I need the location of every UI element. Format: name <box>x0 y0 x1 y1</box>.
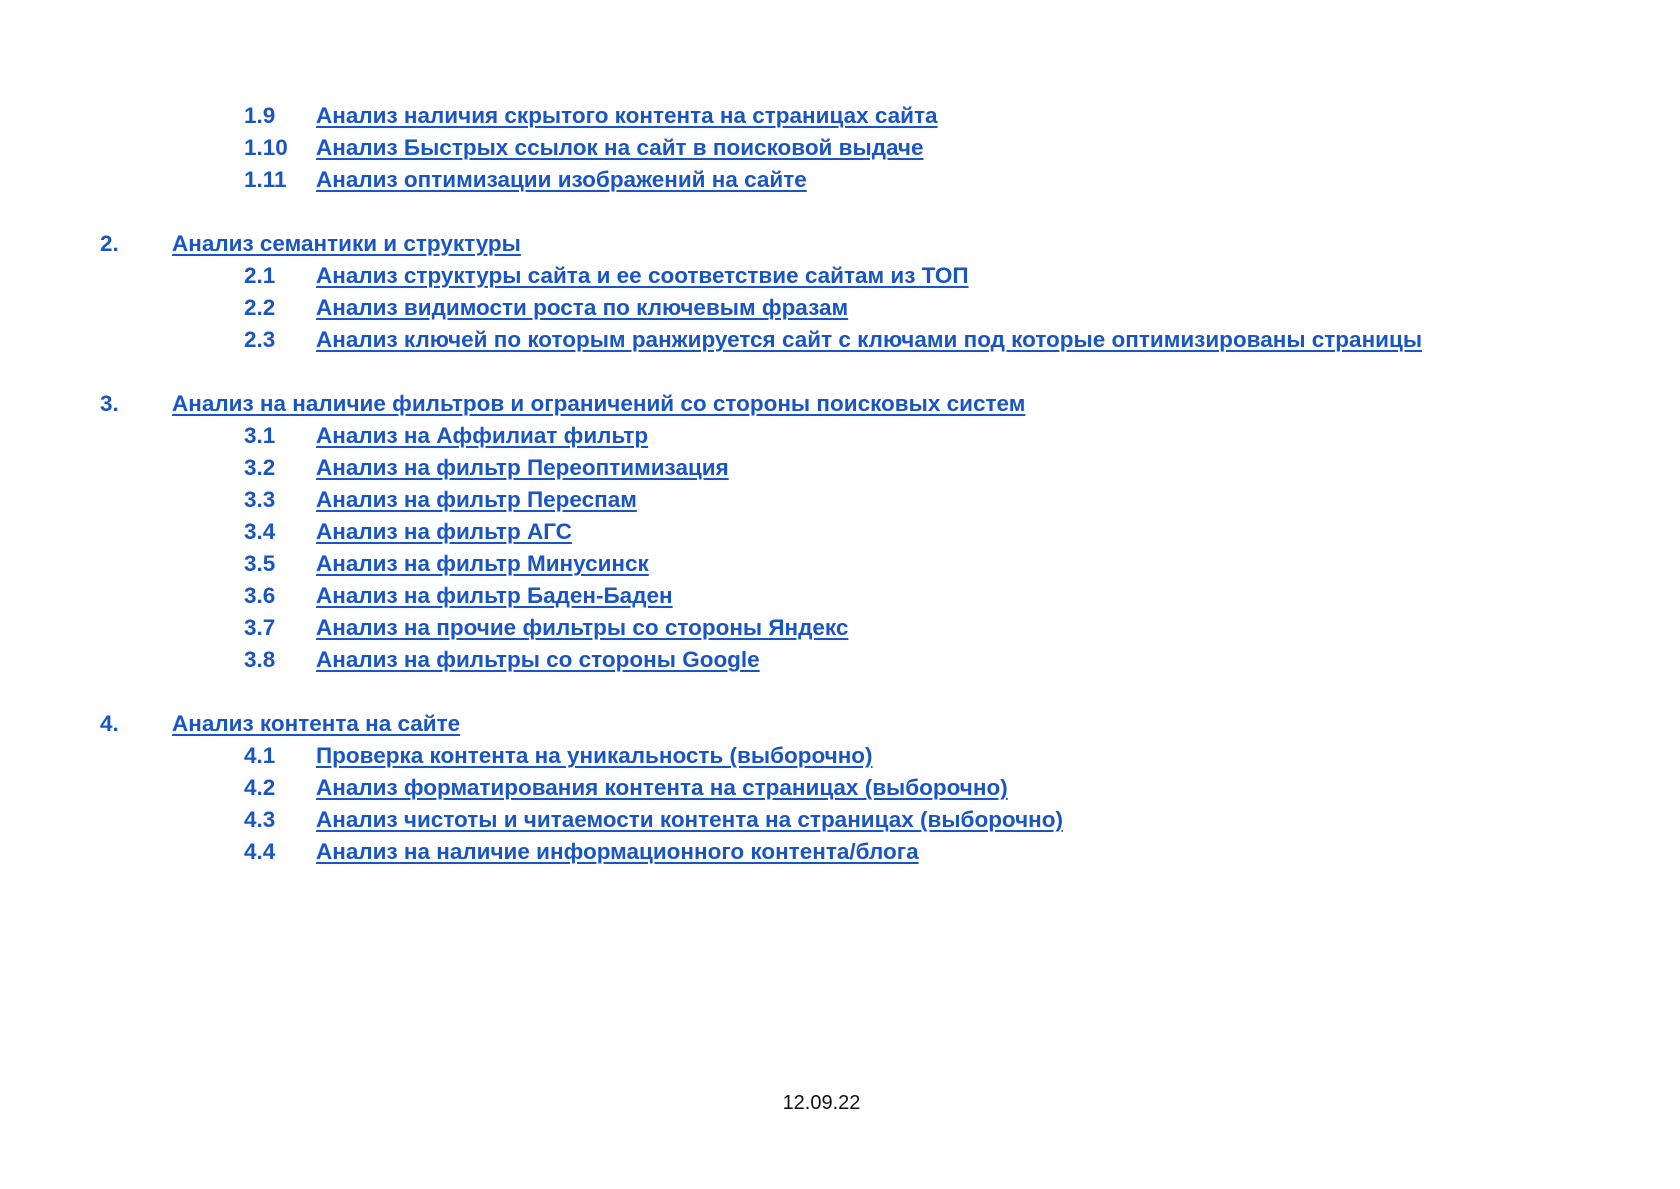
toc-item-4-4[interactable] <box>0 836 1680 868</box>
toc-item-label: Анализ на прочие фильтры со стороны Яндекс <box>316 615 849 640</box>
toc-item-number: 2.2 <box>244 295 276 320</box>
toc-item-label: Анализ на фильтр АГС <box>316 519 572 544</box>
toc-item-label: Анализ наличия скрытого контента на страницах сайта <box>316 103 938 128</box>
toc-link[interactable] <box>100 391 1025 416</box>
toc-item-number: 3.2 <box>244 455 276 480</box>
toc-item-3-5[interactable] <box>0 548 1680 580</box>
toc-item-label: Анализ структуры сайта и ее соответствие сайтам из ТОП <box>316 263 969 288</box>
toc-item-2-3[interactable] <box>0 324 1680 356</box>
toc-item-number: 3.4 <box>244 519 276 544</box>
toc-item-3-1[interactable] <box>0 420 1680 452</box>
toc-item-4-1[interactable] <box>0 740 1680 772</box>
toc-item-number: 2.1 <box>244 263 276 288</box>
spacer <box>0 356 1680 388</box>
toc-item-label: Анализ форматирования контента на страницах (выборочно) <box>316 775 1008 800</box>
toc-item-label: Анализ на фильтры со стороны Google <box>316 647 760 672</box>
toc-section-label: Анализ семантики и структуры <box>172 231 521 256</box>
toc-item-label: Анализ на фильтр Переоптимизация <box>316 455 729 480</box>
toc-section-number: 2. <box>100 231 119 256</box>
toc-section-2[interactable] <box>0 228 1680 260</box>
toc-link[interactable] <box>244 775 1008 800</box>
toc-item-number: 4.4 <box>244 839 276 864</box>
toc-link[interactable] <box>244 295 848 320</box>
toc-item-number: 3.6 <box>244 583 276 608</box>
toc-item-label: Анализ на Аффилиат фильтр <box>316 423 649 448</box>
toc-item-number: 4.1 <box>244 743 276 768</box>
toc-item-1-11[interactable] <box>0 164 1680 196</box>
toc-item-label: Анализ на фильтр Переспам <box>316 487 637 512</box>
toc-item-number: 3.8 <box>244 647 276 672</box>
toc-link[interactable] <box>244 647 760 672</box>
toc-item-number: 1.9 <box>244 103 276 128</box>
toc-item-3-4[interactable] <box>0 516 1680 548</box>
toc-link[interactable] <box>244 327 1422 352</box>
toc-section-number: 3. <box>100 391 119 416</box>
toc-section-label: Анализ контента на сайте <box>172 711 461 736</box>
toc-item-number: 4.3 <box>244 807 276 832</box>
toc-item-label: Анализ на наличие информационного контента/блога <box>316 839 919 864</box>
toc-item-number: 1.10 <box>244 135 288 160</box>
toc-item-label: Анализ ключей по которым ранжируется сайт с ключами под которые оптимизированы страницы <box>316 327 1423 352</box>
toc-link[interactable] <box>100 711 460 736</box>
toc-section-number: 4. <box>100 711 119 736</box>
toc-link[interactable] <box>244 839 919 864</box>
toc-item-label: Анализ Быстрых ссылок на сайт в поисковой выдаче <box>316 135 924 160</box>
toc-item-3-6[interactable] <box>0 580 1680 612</box>
toc-item-3-2[interactable] <box>0 452 1680 484</box>
toc-item-2-1[interactable] <box>0 260 1680 292</box>
toc-item-label: Проверка контента на уникальность (выборочно) <box>316 743 873 768</box>
spacer <box>0 196 1680 228</box>
toc-link[interactable] <box>244 519 572 544</box>
toc-item-4-2[interactable] <box>0 772 1680 804</box>
toc-item-label: Анализ видимости роста по ключевым фразам <box>316 295 849 320</box>
toc-section-label: Анализ на наличие фильтров и ограничений со стороны поисковых систем <box>172 391 1026 416</box>
toc-link[interactable] <box>244 167 807 192</box>
toc-item-2-2[interactable] <box>0 292 1680 324</box>
toc-link[interactable] <box>244 455 729 480</box>
toc-link[interactable] <box>100 231 521 256</box>
toc-section-4[interactable] <box>0 708 1680 740</box>
toc-item-label: Анализ на фильтр Минусинск <box>316 551 649 576</box>
toc-item-number: 3.7 <box>244 615 276 640</box>
toc-item-3-7[interactable] <box>0 612 1680 644</box>
toc-item-1-10[interactable] <box>0 132 1680 164</box>
toc-link[interactable] <box>244 615 848 640</box>
toc-item-label: Анализ оптимизации изображений на сайте <box>316 167 807 192</box>
toc-item-number: 3.1 <box>244 423 276 448</box>
toc-item-number: 1.11 <box>244 167 287 192</box>
toc-item-3-3[interactable] <box>0 484 1680 516</box>
table-of-contents <box>0 100 1680 868</box>
toc-link[interactable] <box>244 135 924 160</box>
toc-link[interactable] <box>244 263 969 288</box>
toc-item-label: Анализ на фильтр Баден-Баден <box>316 583 673 608</box>
footer-date: 12.09.22 <box>782 1092 861 1114</box>
toc-link[interactable] <box>244 551 649 576</box>
toc-item-1-9[interactable] <box>0 100 1680 132</box>
spacer <box>0 676 1680 708</box>
toc-item-number: 3.3 <box>244 487 276 512</box>
toc-item-label: Анализ чистоты и читаемости контента на страницах (выборочно) <box>316 807 1064 832</box>
toc-link[interactable] <box>244 583 673 608</box>
toc-link[interactable] <box>244 487 637 512</box>
toc-link[interactable] <box>244 423 648 448</box>
toc-link[interactable] <box>244 103 938 128</box>
toc-item-4-3[interactable] <box>0 804 1680 836</box>
toc-link[interactable] <box>244 743 873 768</box>
toc-item-3-8[interactable] <box>0 644 1680 676</box>
toc-section-3[interactable] <box>0 388 1680 420</box>
toc-item-number: 2.3 <box>244 327 276 352</box>
toc-item-number: 3.5 <box>244 551 276 576</box>
toc-link[interactable] <box>244 807 1063 832</box>
toc-item-number: 4.2 <box>244 775 276 800</box>
